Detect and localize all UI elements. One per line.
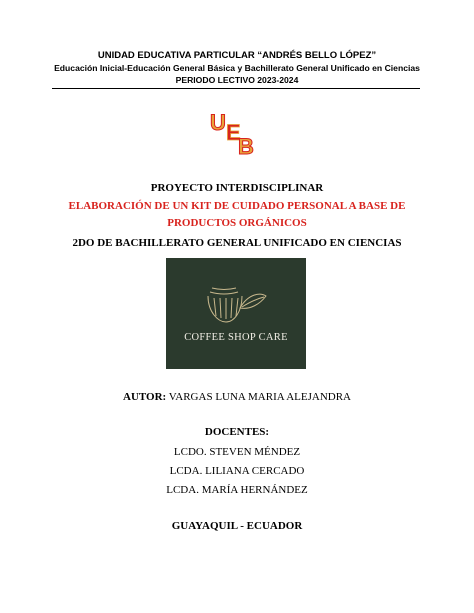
author-line <box>0 391 474 403</box>
teacher-name: LCDA. LILIANA CERCADO <box>169 465 305 477</box>
school-name: UNIDAD EDUCATIVA PARTICULAR “ANDRÉS BELLO LÓPEZ” <box>97 50 377 61</box>
teacher-name: LCDO. STEVEN MÉNDEZ <box>173 446 301 458</box>
school-period: PERIODO LECTIVO 2023-2024 <box>175 75 299 85</box>
teacher-name: LCDA. MARÍA HERNÁNDEZ <box>166 484 308 496</box>
project-title-line1: ELABORACIÓN DE UN KIT DE CUIDADO PERSONAL A BASE DE <box>68 200 406 212</box>
ueb-logo <box>206 108 262 158</box>
location: GUAYAQUIL - ECUADOR <box>171 520 303 532</box>
coffee-bean-leaf-icon <box>204 282 268 326</box>
svg-text:U: U <box>210 110 226 135</box>
svg-text:B: B <box>238 134 254 158</box>
teachers-label: DOCENTES: <box>204 426 270 438</box>
project-title-line2: PRODUCTOS ORGÁNICOS <box>167 217 307 229</box>
header-rule <box>52 88 420 89</box>
banner-text: COFFEE SHOP CARE <box>184 332 288 343</box>
author-label: AUTOR: <box>123 391 167 403</box>
project-heading: PROYECTO INTERDISCIPLINAR <box>150 182 324 194</box>
svg-text:E: E <box>226 120 241 145</box>
course-name: 2DO DE BACHILLERATO GENERAL UNIFICADO EN CIENCIAS <box>72 237 402 249</box>
ueb-logo-icon <box>206 108 262 158</box>
author-name: VARGAS LUNA MARIA ALEJANDRA <box>166 391 351 403</box>
school-subtitle: Educación Inicial-Educación General Básica y Bachillerato General Unificado en Ciencias <box>54 63 420 73</box>
coffee-shop-banner <box>166 258 306 369</box>
